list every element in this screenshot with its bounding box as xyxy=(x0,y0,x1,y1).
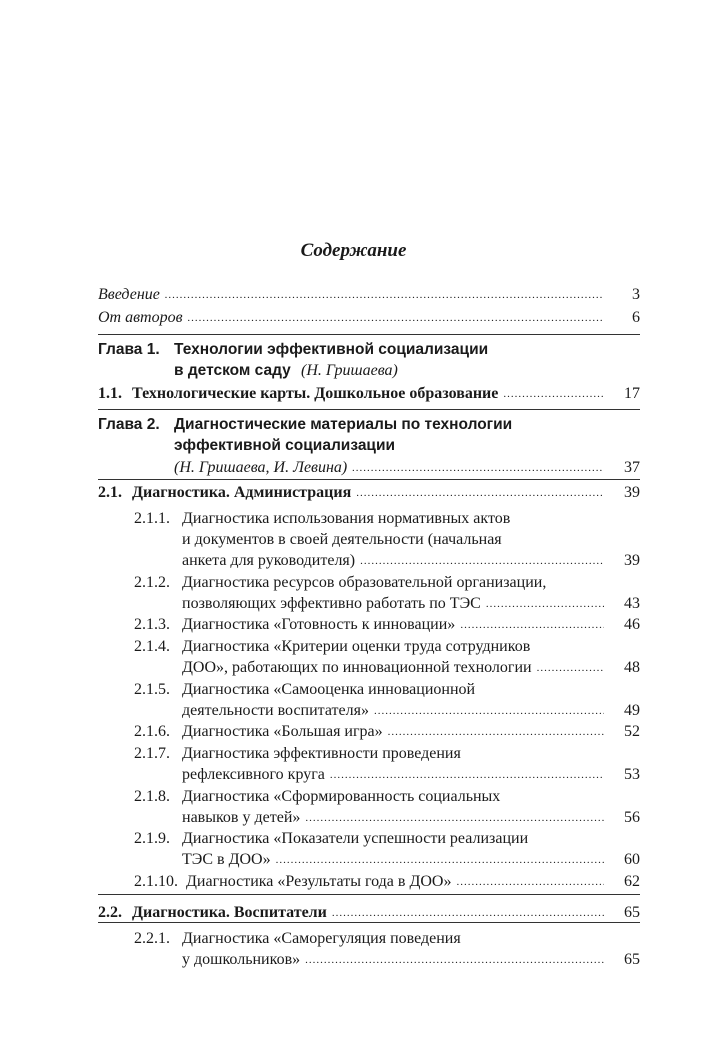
leader-dots xyxy=(374,700,604,722)
toc-entry-text: Диагностика. Воспитатели xyxy=(132,904,327,921)
page-number: 62 xyxy=(624,873,640,890)
divider xyxy=(98,409,640,410)
toc-entry-intro[interactable] xyxy=(98,284,640,306)
leader-dots xyxy=(503,383,604,405)
page-number: 53 xyxy=(624,766,640,783)
toc-entry-text: Диагностика «Большая игра» xyxy=(182,721,388,743)
toc-entry-2-1-2-end[interactable] xyxy=(98,593,640,615)
toc-entry-text: деятельности воспитателя» xyxy=(182,700,374,722)
leader-dots xyxy=(305,949,604,971)
toc-entry-text: Диагностика эффективности проведения xyxy=(182,745,461,762)
toc-entry-2-1[interactable] xyxy=(98,482,640,504)
toc-entry-text: позволяющих эффективно работать по ТЭС xyxy=(182,593,486,615)
chapter-label: Глава 1. xyxy=(98,341,160,358)
toc-entry-2-1-10[interactable] xyxy=(98,871,640,893)
toc-entry-2-2-1-end[interactable] xyxy=(98,949,640,971)
page-number: 46 xyxy=(624,616,640,633)
leader-dots xyxy=(486,593,604,615)
page-number: 65 xyxy=(624,904,640,921)
subsection-number: 2.1.3. xyxy=(134,616,170,633)
toc-entry-text: Диагностика «Показатели успешности реализации xyxy=(182,830,529,847)
page-number: 17 xyxy=(624,385,640,402)
page-number: 56 xyxy=(624,809,640,826)
page-number: 37 xyxy=(624,459,640,476)
page-number: 52 xyxy=(624,723,640,740)
toc-entry-2-1-5-end[interactable] xyxy=(98,700,640,722)
subsection-number: 2.1.1. xyxy=(134,510,170,527)
toc-entry-text: навыков у детей» xyxy=(182,807,305,829)
toc-entry-text: Диагностика «Сформированность социальных xyxy=(182,788,501,805)
page-number: 65 xyxy=(624,951,640,968)
subsection-number: 2.1.9. xyxy=(134,830,170,847)
leader-dots xyxy=(360,550,604,572)
leader-dots xyxy=(188,307,604,329)
leader-dots xyxy=(305,807,604,829)
subsection-number: 2.1.10. xyxy=(134,873,178,890)
page-number: 39 xyxy=(624,484,640,501)
toc-entry-2-1-4-end[interactable] xyxy=(98,657,640,679)
toc-entry-2-1-1[interactable] xyxy=(98,508,640,530)
toc-entry-text: От авторов xyxy=(98,307,188,329)
divider xyxy=(98,922,640,923)
toc-title: Содержание xyxy=(300,240,407,261)
chapter-1-heading[interactable] xyxy=(98,339,640,361)
toc-entry-text: Диагностика «Саморегуляция поведения xyxy=(182,930,461,947)
page-number: 48 xyxy=(624,659,640,676)
chapter-author: (Н. Гришаева, И. Левина) xyxy=(174,457,352,479)
leader-dots xyxy=(276,849,604,871)
toc-entry-text: Диагностика использования нормативных актов xyxy=(182,510,511,527)
toc-entry-2-1-2[interactable] xyxy=(98,572,640,594)
divider xyxy=(98,479,640,480)
section-number: 2.1. xyxy=(98,484,122,501)
toc-entry-text: ДОО», работающих по инновационной технологии xyxy=(182,657,537,679)
toc-entry-2-1-9[interactable] xyxy=(98,828,640,850)
chapter-title-line2: в детском саду xyxy=(174,362,291,379)
chapter-2-heading[interactable] xyxy=(98,414,640,436)
leader-dots xyxy=(356,482,604,504)
leader-dots xyxy=(330,764,604,786)
toc-entry-text: Диагностика ресурсов образовательной организации, xyxy=(182,574,547,591)
subsection-number: 2.1.7. xyxy=(134,745,170,762)
page-number: 39 xyxy=(624,552,640,569)
toc-entry-text: Диагностика «Готовность к инновации» xyxy=(182,614,460,636)
toc-entry-2-1-6[interactable] xyxy=(98,721,640,743)
chapter-title-line1: Диагностические материалы по технологии xyxy=(174,416,513,433)
toc-entry-text: и документов в своей деятельности (начальная xyxy=(182,531,502,548)
toc-entry-text: Диагностика. Администрация xyxy=(132,484,352,501)
toc-entry-2-1-5[interactable] xyxy=(98,679,640,701)
divider xyxy=(98,334,640,335)
leader-dots xyxy=(165,284,604,306)
subsection-number: 2.1.5. xyxy=(134,681,170,698)
chapter-author: (Н. Гришаева) xyxy=(301,362,398,379)
toc-entry-text: Диагностика «Самооценка инновационной xyxy=(182,681,476,698)
toc-entry-2-2[interactable] xyxy=(98,902,640,924)
toc-entry-2-1-7-end[interactable] xyxy=(98,764,640,786)
page-number: 60 xyxy=(624,851,640,868)
section-number: 1.1. xyxy=(98,385,122,402)
subsection-number: 2.1.6. xyxy=(134,723,170,740)
toc-entry-2-1-1-cont xyxy=(98,529,640,551)
chapter-title-line2: эффективной социализации xyxy=(174,437,396,454)
page-number: 3 xyxy=(632,286,640,303)
toc-entry-2-1-9-end[interactable] xyxy=(98,849,640,871)
toc-entry-2-1-3[interactable] xyxy=(98,614,640,636)
leader-dots xyxy=(388,721,604,743)
section-number: 2.2. xyxy=(98,904,122,921)
toc-entry-text: рефлексивного круга xyxy=(182,764,330,786)
toc-entry-2-2-1[interactable] xyxy=(98,928,640,950)
page-number: 43 xyxy=(624,595,640,612)
page-number: 49 xyxy=(624,702,640,719)
toc-entry-text: ТЭС в ДОО» xyxy=(182,849,276,871)
leader-dots xyxy=(456,871,604,893)
toc-entry-2-1-8[interactable] xyxy=(98,786,640,808)
toc-entry-1-1[interactable] xyxy=(98,383,640,405)
toc-entry-2-1-4[interactable] xyxy=(98,636,640,658)
toc-entry-text: Диагностика «Критерии оценки труда сотрудников xyxy=(182,638,531,655)
toc-entry-text: Введение xyxy=(98,284,165,306)
chapter-title-line1: Технологии эффективной социализации xyxy=(174,341,489,358)
chapter-2-author-line[interactable] xyxy=(98,457,640,479)
toc-entry-text: Диагностика «Результаты года в ДОО» xyxy=(186,871,456,893)
toc-entry-2-1-7[interactable] xyxy=(98,743,640,765)
toc-entry-2-1-1-end[interactable] xyxy=(98,550,640,572)
leader-dots xyxy=(332,902,604,924)
toc-entry-text: у дошкольников» xyxy=(182,949,305,971)
subsection-number: 2.1.8. xyxy=(134,788,170,805)
subsection-number: 2.2.1. xyxy=(134,930,170,947)
leader-dots xyxy=(537,657,604,679)
toc-entry-text: Технологические карты. Дошкольное образование xyxy=(132,385,499,402)
toc-entry-2-1-8-end[interactable] xyxy=(98,807,640,829)
chapter-2-heading-cont xyxy=(98,435,640,457)
leader-dots xyxy=(460,614,604,636)
subsection-number: 2.1.4. xyxy=(134,638,170,655)
toc-entry-authors[interactable] xyxy=(98,307,640,329)
subsection-number: 2.1.2. xyxy=(134,574,170,591)
chapter-label: Глава 2. xyxy=(98,416,160,433)
toc-entry-text: анкета для руководителя) xyxy=(182,550,360,572)
page-number: 6 xyxy=(632,309,640,326)
leader-dots xyxy=(352,457,604,479)
divider xyxy=(98,894,640,895)
chapter-1-heading-cont xyxy=(98,360,640,382)
